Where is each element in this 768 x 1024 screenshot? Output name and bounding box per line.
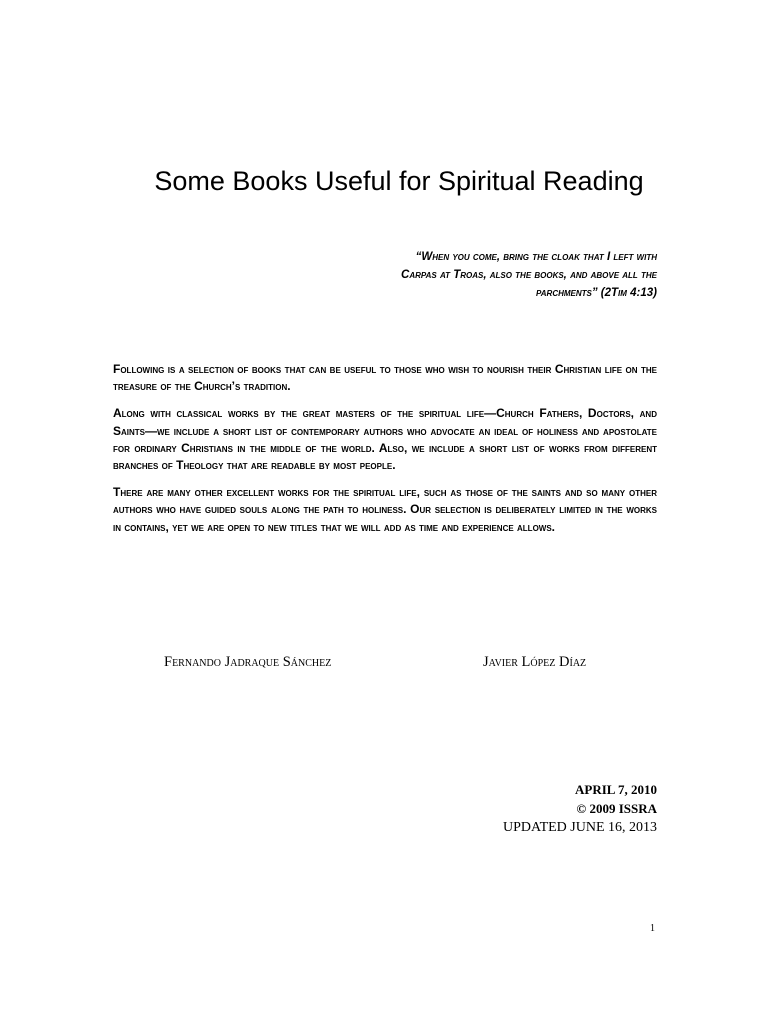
- document-title: Some Books Useful for Spiritual Reading: [154, 166, 644, 196]
- date-block: [503, 780, 657, 837]
- epigraph-line: “When you come, bring the cloak that I left with: [415, 251, 657, 263]
- copyright-notice: © 2009 ISSRA: [576, 801, 657, 816]
- updated-date: UPDATED JUNE 16, 2013: [503, 820, 657, 835]
- author-signature-right: Javier López Díaz: [483, 654, 587, 670]
- page-number: 1: [650, 923, 655, 934]
- paragraph-introduction: Following is a selection of books that can be useful to those who wish to nourish their Christian life on the treasure of the Church’s tradition.: [113, 362, 657, 394]
- author-signature-left: Fernando Jadraque Sánchez: [164, 654, 332, 670]
- epigraph-quote: [300, 248, 657, 302]
- epigraph-line: Carpas at Troas, also the books, and above all the: [401, 269, 657, 281]
- publication-date: APRIL 7, 2010: [575, 782, 657, 797]
- paragraph-selection-note: There are many other excellent works for the spiritual life, such as those of the saints and so many other authors who have guided souls along the path to holiness. Our selection is deliberately limited in the works in contains, yet we are open to new titles that we will add as time and experience allows.: [113, 485, 657, 534]
- epigraph-line: parchments” (2Tim 4:13): [536, 287, 657, 299]
- body-text: [113, 361, 657, 546]
- paragraph-classical-works: Along with classical works by the great masters of the spiritual life—Church Fathers, Doctors, and Saints—we include a short list of contemporary authors who advocate an ideal of holiness and apostolate for ordinary Christians in the middle of the world. Also, we include a short list of works from different branches of Theology that are readable by most people.: [113, 406, 657, 473]
